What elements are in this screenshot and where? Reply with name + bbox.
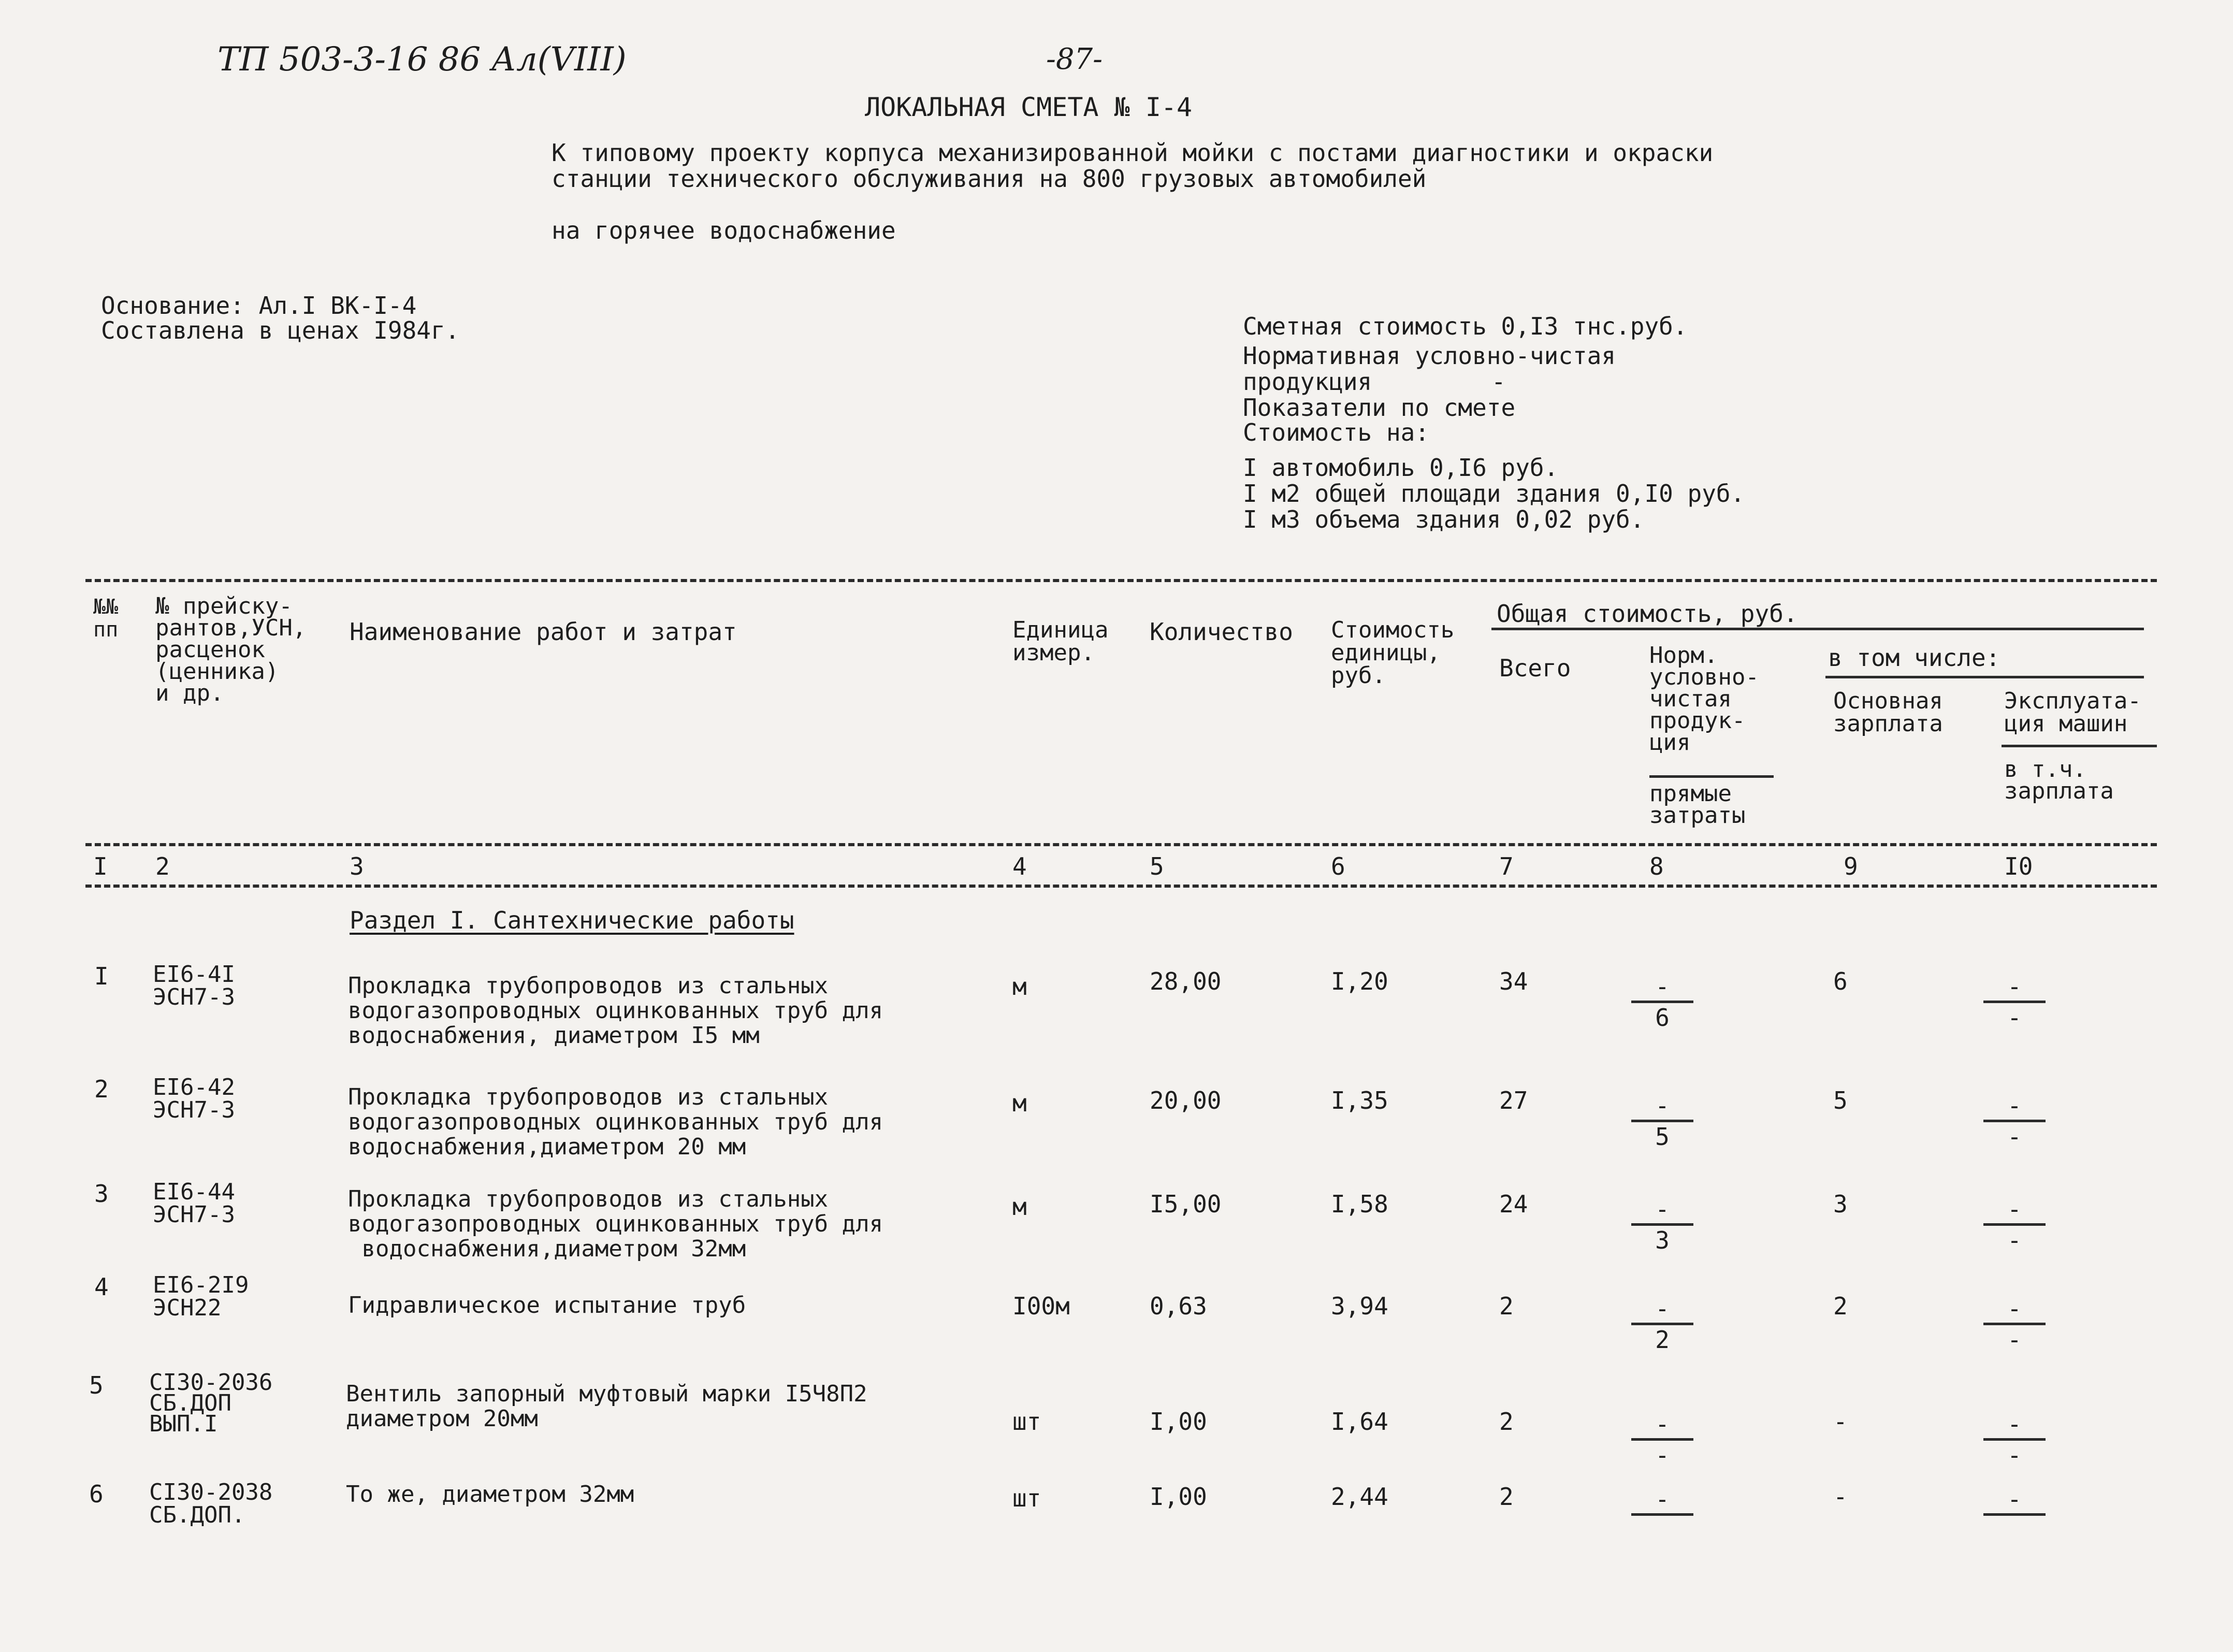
fraction-top: -	[1655, 1195, 1670, 1223]
row-qty: I,00	[1150, 1483, 1207, 1511]
row-qty: 28,00	[1150, 967, 1222, 995]
row-col10-fraction	[1983, 1486, 2046, 1528]
col-header-4: Единица измер.	[1012, 617, 1109, 666]
col-header-6: Стоимость единицы, руб.	[1331, 617, 1455, 689]
row-price: I,35	[1331, 1086, 1388, 1114]
row-price: I,64	[1331, 1408, 1388, 1436]
row-name: Прокладка трубопроводов из стальных водогазопроводных оцинкованных труб для водоснабжения, диаметром I5 мм	[348, 973, 883, 1049]
fraction-top: -	[1655, 973, 1670, 1001]
row-unit: шт	[1012, 1408, 1041, 1436]
row-unit: шт	[1012, 1484, 1041, 1512]
row-total: 2	[1499, 1483, 1514, 1511]
col-header-10-bottom: в т.ч. зарплата	[2004, 756, 2114, 804]
row-wage: 2	[1833, 1292, 1848, 1320]
summary-per-m2: I м2 общей площади здания 0,I0 руб.	[1243, 480, 1745, 508]
row-price: 3,94	[1331, 1292, 1388, 1320]
section-title: Раздел I. Сантехнические работы	[350, 906, 794, 934]
subject-line: на горячее водоснабжение	[552, 216, 896, 244]
row-price: I,58	[1331, 1190, 1388, 1218]
fraction-top: -	[2007, 973, 2022, 1001]
summary-indicators: Показатели по смете	[1243, 394, 1516, 422]
fraction-bottom: -	[1655, 1441, 1670, 1469]
row-name: Прокладка трубопроводов из стальных водогазопроводных оцинкованных труб для водоснабжения,диаметром 20 мм	[348, 1084, 883, 1160]
col-number: 9	[1844, 852, 1858, 880]
fraction-bottom: -	[2007, 1441, 2022, 1469]
row-number: 3	[94, 1180, 109, 1208]
row-name: Вентиль запорный муфтовый марки I5Ч8П2 диаметром 20мм	[346, 1381, 867, 1432]
summary-per-car: I автомобиль 0,I6 руб.	[1243, 454, 1559, 482]
fraction-bottom: 2	[1655, 1326, 1670, 1354]
summary-norm-value: -	[1491, 368, 1506, 396]
fraction-bottom: -	[2007, 1226, 2022, 1254]
fraction-bottom: -	[2007, 1326, 2022, 1354]
row-wage: -	[1833, 1483, 1848, 1511]
row-col8-fraction	[1631, 1410, 1693, 1469]
row-col8-fraction	[1631, 1486, 1693, 1528]
row-name: Гидравлическое испытание труб	[348, 1292, 746, 1318]
row-wage: 3	[1833, 1190, 1848, 1218]
row-code: EI6-44 ЭСН7-3	[153, 1179, 235, 1228]
row-col10-fraction	[1983, 973, 2046, 1032]
row-col8-fraction	[1631, 1195, 1693, 1254]
fraction-top: -	[2007, 1410, 2022, 1438]
fraction-top: -	[2007, 1485, 2022, 1513]
row-unit: I00м	[1012, 1292, 1070, 1320]
col-10-rule	[2002, 745, 2157, 747]
fraction-top: -	[1655, 1485, 1670, 1513]
col-header-1: №№ пп	[93, 595, 119, 642]
col-8-rule	[1649, 775, 1774, 778]
row-qty: I,00	[1150, 1408, 1207, 1436]
row-wage: -	[1833, 1408, 1848, 1436]
col-header-5: Количество	[1150, 618, 1293, 646]
total-cost-header: Общая стоимость, руб.	[1497, 600, 1798, 628]
fraction-bottom: 6	[1655, 1004, 1670, 1032]
row-total: 27	[1499, 1086, 1528, 1114]
row-price: I,20	[1331, 967, 1388, 995]
table-top-divider	[85, 579, 2157, 582]
summary-norm2: продукция	[1243, 368, 1372, 396]
row-qty: 20,00	[1150, 1086, 1222, 1114]
col-number: 2	[155, 852, 170, 880]
col-header-8-bottom: прямые затраты	[1649, 780, 1746, 829]
row-code: EI6-4I ЭСН7-3	[153, 961, 235, 1010]
row-code: CI30-2038 СБ.ДОП.	[149, 1479, 273, 1528]
row-total: 2	[1499, 1408, 1514, 1436]
row-col8-fraction	[1631, 1092, 1693, 1151]
fraction-bottom: 5	[1655, 1123, 1670, 1151]
column-numbers-divider	[85, 885, 2157, 888]
fraction-top: -	[1655, 1410, 1670, 1438]
col-number: 5	[1150, 852, 1164, 880]
row-wage: 5	[1833, 1086, 1848, 1114]
row-col8-fraction	[1631, 1295, 1693, 1354]
col-header-10-top: Эксплуата- ция машин	[2004, 688, 2141, 737]
row-unit: м	[1012, 1193, 1027, 1221]
row-unit: м	[1012, 1089, 1027, 1117]
row-unit: м	[1012, 973, 1027, 1001]
including-rule	[1825, 676, 2144, 678]
page-title: ЛОКАЛЬНАЯ СМЕТА № I-4	[865, 92, 1193, 122]
row-qty: I5,00	[1150, 1190, 1222, 1218]
basis-line2: Составлена в ценах I984г.	[101, 316, 460, 344]
row-total: 34	[1499, 967, 1528, 995]
including-header: в том числе:	[1828, 644, 2000, 672]
basis-line1: Основание: Ал.I ВК-I-4	[101, 292, 417, 320]
row-code: EI6-2I9 ЭСН22	[153, 1272, 249, 1321]
fraction-top: -	[1655, 1295, 1670, 1323]
row-col10-fraction	[1983, 1092, 2046, 1151]
row-qty: 0,63	[1150, 1292, 1207, 1320]
col-number: 6	[1331, 852, 1345, 880]
row-price: 2,44	[1331, 1483, 1388, 1511]
col-header-8-top: Норм. условно- чистая продук- ция	[1649, 642, 1759, 756]
row-name: Прокладка трубопроводов из стальных водогазопроводных оцинкованных труб для водоснабжения,диаметром 32мм	[348, 1186, 883, 1262]
summary-norm1: Нормативная условно-чистая	[1243, 342, 1616, 370]
fraction-top: -	[2007, 1092, 2022, 1120]
row-code: EI6-42 ЭСН7-3	[153, 1074, 235, 1123]
col-number: 4	[1012, 852, 1027, 880]
row-number: 5	[89, 1371, 104, 1399]
subtitle-line2: станции технического обслуживания на 800 грузовых автомобилей	[552, 165, 1427, 193]
row-wage: 6	[1833, 967, 1848, 995]
row-col10-fraction	[1983, 1410, 2046, 1469]
row-col8-fraction	[1631, 973, 1693, 1032]
row-number: I	[94, 962, 109, 990]
subtitle-line1: К типовому проекту корпуса механизированной мойки с постами диагностики и окраски	[552, 139, 1714, 167]
row-col10-fraction	[1983, 1195, 2046, 1254]
summary-cost-for: Стоимость на:	[1243, 418, 1430, 446]
document-stamp: ТП 503-3-16 86 Ал(VIII)	[218, 40, 627, 79]
col-number: I0	[2004, 852, 2033, 880]
col-number: 7	[1499, 852, 1514, 880]
fraction-bottom: -	[2007, 1004, 2022, 1032]
summary-per-m3: I м3 объема здания 0,02 руб.	[1243, 505, 1645, 533]
fraction-bottom: -	[2007, 1123, 2022, 1151]
row-number: 2	[94, 1075, 109, 1103]
fraction-top: -	[2007, 1295, 2022, 1323]
page-number: -87-	[1046, 42, 1103, 76]
col-number: I	[93, 852, 108, 880]
col-header-7: Всего	[1499, 654, 1571, 682]
col-header-2: № прейску- рантов,УСН, расценок (ценника) и др.	[155, 593, 307, 706]
row-number: 4	[94, 1273, 109, 1301]
col-number: 3	[350, 852, 364, 880]
fraction-top: -	[2007, 1195, 2022, 1223]
row-total: 24	[1499, 1190, 1528, 1218]
col-number: 8	[1649, 852, 1664, 880]
row-total: 2	[1499, 1292, 1514, 1320]
fraction-bottom: 3	[1655, 1226, 1670, 1254]
row-code: CI30-2036 СБ.ДОП ВЫП.I	[149, 1369, 273, 1437]
col-header-9: Основная зарплата	[1833, 688, 1943, 737]
summary-cost: Сметная стоимость 0,I3 тнс.руб.	[1243, 312, 1688, 340]
total-cost-rule	[1491, 628, 2144, 630]
row-name: То же, диаметром 32мм	[346, 1481, 634, 1508]
col-header-3: Наименование работ и затрат	[350, 618, 737, 646]
fraction-top: -	[1655, 1092, 1670, 1120]
row-col10-fraction	[1983, 1295, 2046, 1354]
header-bottom-divider	[85, 843, 2157, 846]
row-number: 6	[89, 1480, 104, 1508]
